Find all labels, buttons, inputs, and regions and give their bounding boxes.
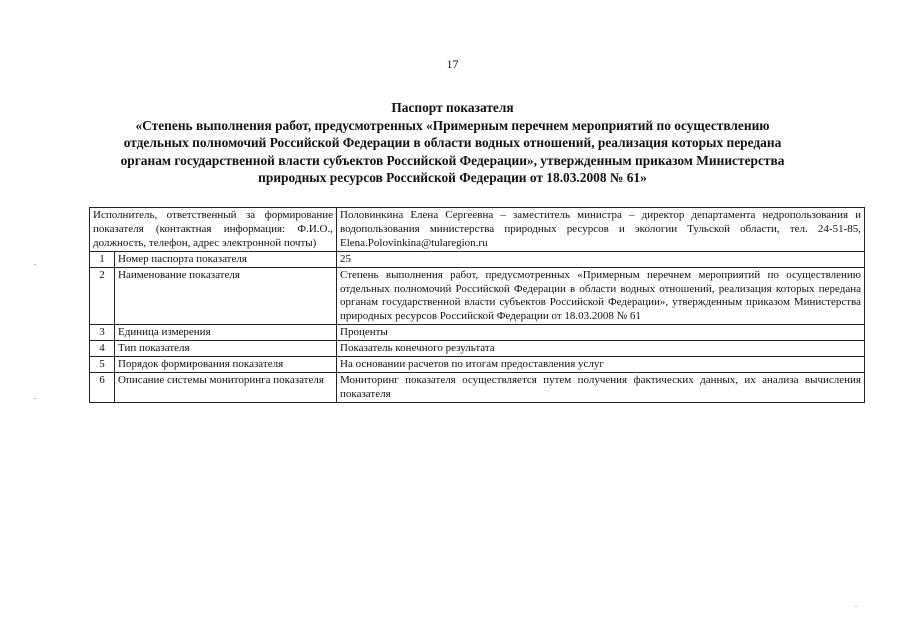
scan-artifact — [34, 398, 36, 399]
table-row — [90, 357, 865, 373]
row-number: 4 — [90, 341, 115, 357]
table-row — [90, 251, 865, 267]
title-line: отдельных полномочий Российской Федерации в области водных отношений, реализация которых передана — [123, 135, 782, 151]
row-value: Показатель конечного результата — [337, 341, 865, 357]
page-number: 17 — [446, 57, 459, 71]
table-row — [90, 267, 865, 325]
title-line: природных ресурсов Российской Федерации от 18.03.2008 № 61» — [258, 170, 647, 186]
indicator-passport-table — [89, 207, 865, 403]
row-number: 5 — [90, 357, 115, 373]
scan-artifact — [34, 264, 36, 265]
row-number: 2 — [90, 267, 115, 325]
row-label: Наименование показателя — [115, 267, 337, 325]
table-row — [90, 325, 865, 341]
row-number: 1 — [90, 251, 115, 267]
scan-artifact — [855, 606, 857, 607]
title-line: «Степень выполнения работ, предусмотренных «Примерным перечнем мероприятий по осуществлению — [135, 117, 770, 133]
row-label: Описание системы мониторинга показателя — [115, 372, 337, 402]
row-value: Степень выполнения работ, предусмотренных «Примерным перечнем мероприятий по осуществлению отдельных полномочий Российской Федерации в области водных отношений, реализация которых передана органам государственной власти субъектов Российской Федерации», утвержденным приказом Министерства природных ресурсов Российской Федерации от 18.03.2008 № 61 — [337, 267, 865, 325]
row-number: 3 — [90, 325, 115, 341]
title-heading: Паспорт показателя — [391, 100, 514, 115]
row-label: Единица измерения — [115, 325, 337, 341]
table-row-executor — [90, 208, 865, 252]
row-label: Тип показателя — [115, 341, 337, 357]
table-row — [90, 372, 865, 402]
row-value: На основании расчетов по итогам предоставления услуг — [337, 357, 865, 373]
document-title — [100, 99, 805, 187]
row-value: Мониторинг показателя осуществляется путем получения фактических данных, их анализа вычисления показателя — [337, 372, 865, 402]
row-label: Номер паспорта показателя — [115, 251, 337, 267]
title-line: органам государственной власти субъектов Российской Федерации», утвержденным приказом Министерства — [120, 152, 785, 168]
row-value: Проценты — [337, 325, 865, 341]
row-label: Порядок формирования показателя — [115, 357, 337, 373]
executor-label: Исполнитель, ответственный за формирование показателя (контактная информация: Ф.И.О., должность, телефон, адрес электронной почты) — [90, 208, 337, 252]
executor-value: Половинкина Елена Сергеевна – заместитель министра – директор департамента недропользования и водопользования министерства природных ресурсов и экологии Тульской области, тел. 24-51-85, Elena.Polovinkina@tularegion.ru — [337, 208, 865, 252]
row-number: 6 — [90, 372, 115, 402]
table-row — [90, 341, 865, 357]
row-value: 25 — [337, 251, 865, 267]
